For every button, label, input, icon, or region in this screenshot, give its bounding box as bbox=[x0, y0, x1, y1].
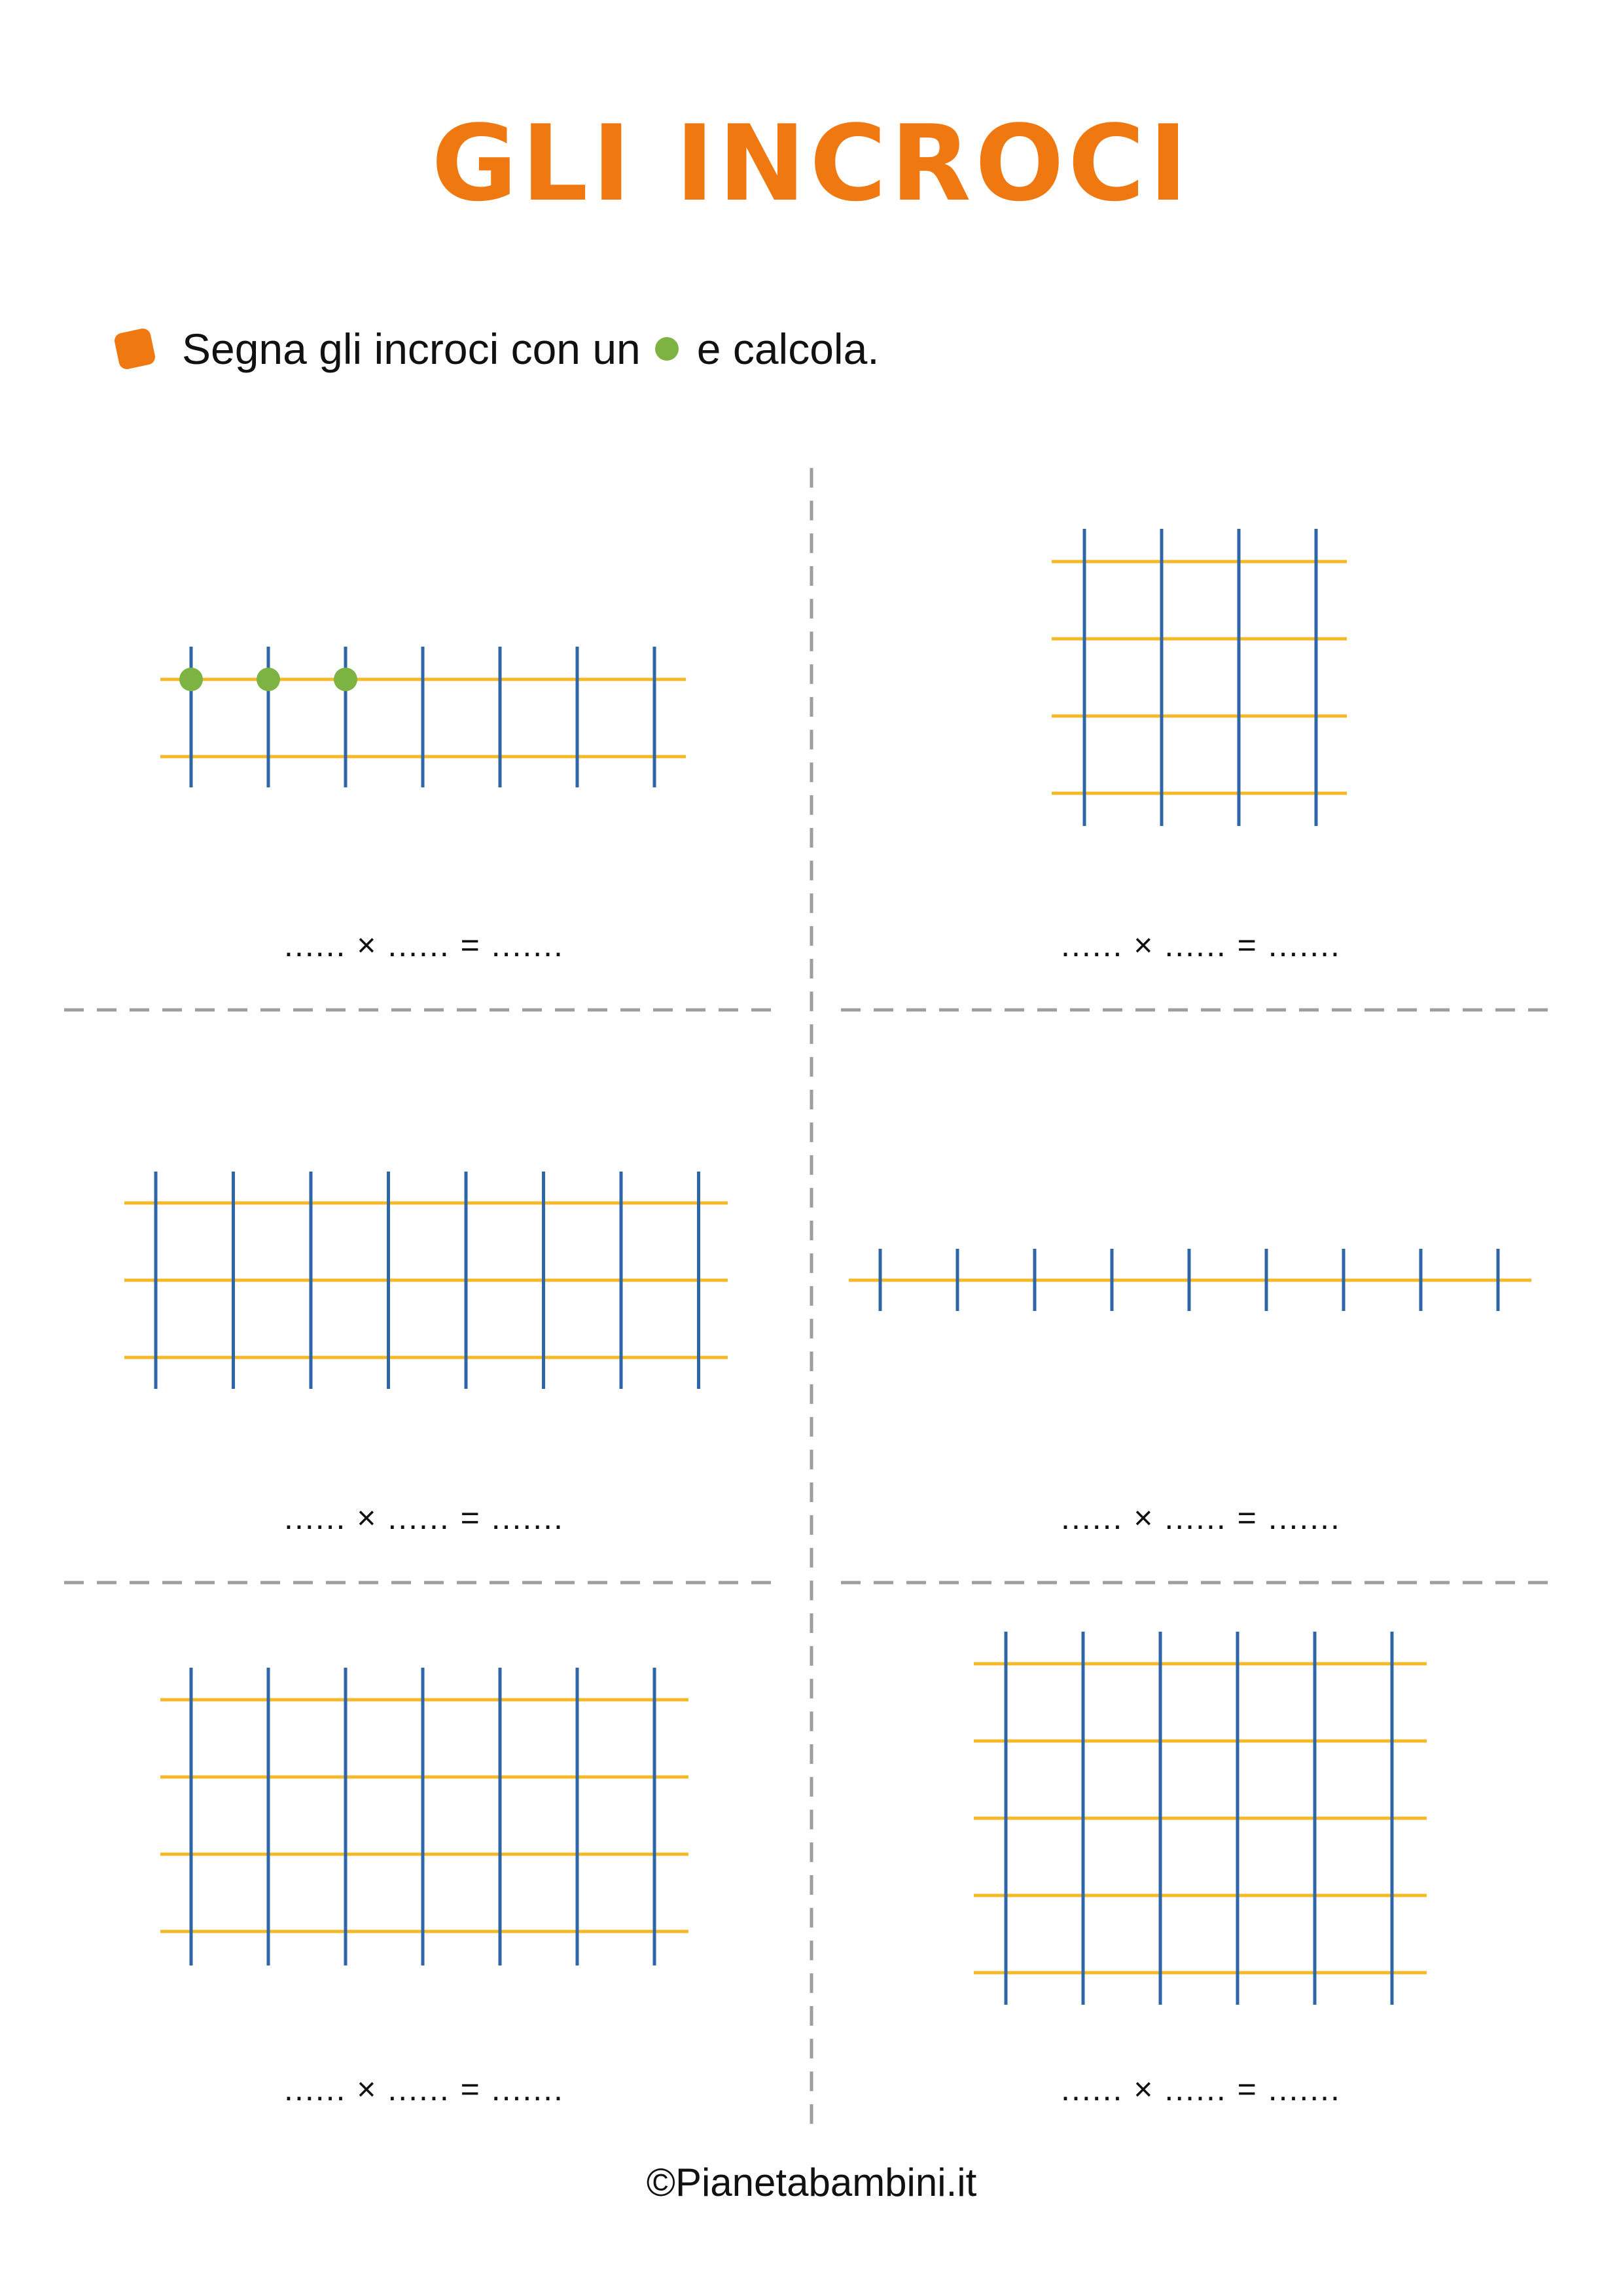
grid-6 bbox=[974, 1632, 1427, 2005]
marked-crossing-dot bbox=[179, 668, 203, 691]
grid-1 bbox=[160, 647, 686, 787]
grid-5 bbox=[160, 1668, 688, 1965]
equation-4: ...... × ...... = ....... bbox=[1061, 1499, 1341, 1536]
equation-1: ...... × ...... = ....... bbox=[284, 927, 564, 963]
instruction-text-after: e calcola. bbox=[696, 325, 880, 373]
instruction-text-before: Segna gli incroci con un bbox=[182, 325, 641, 373]
grid-2 bbox=[1052, 529, 1347, 826]
grid-4 bbox=[849, 1249, 1531, 1311]
equation-3: ...... × ...... = ....... bbox=[284, 1499, 564, 1536]
grid-3 bbox=[124, 1172, 728, 1389]
page-title: GLI INCROCI bbox=[431, 102, 1192, 224]
equation-5: ...... × ...... = ....... bbox=[284, 2071, 564, 2108]
equation-6: ...... × ...... = ....... bbox=[1061, 2071, 1341, 2108]
marked-crossing-dot bbox=[334, 668, 357, 691]
marked-crossing-dot bbox=[257, 668, 280, 691]
equation-2: ...... × ...... = ....... bbox=[1061, 927, 1341, 963]
footer-credit: ©Pianetabambini.it bbox=[646, 2161, 977, 2204]
